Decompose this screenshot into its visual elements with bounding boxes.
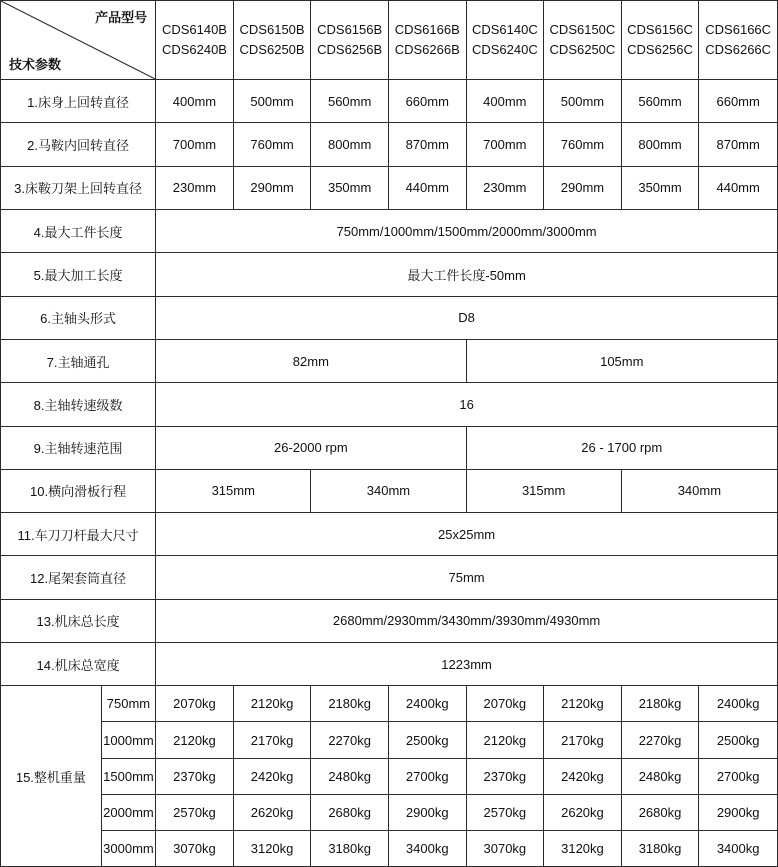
- weight-row: [1, 686, 778, 722]
- header-model-column-2: [233, 1, 311, 80]
- header-model-column-4: [388, 1, 466, 80]
- weight-value-cell: 2370kg: [156, 758, 234, 794]
- weight-value-cell: 2700kg: [388, 758, 466, 794]
- weight-value-cell: 2120kg: [466, 722, 544, 758]
- header-model-column-6: [544, 1, 622, 80]
- weight-row: [1, 794, 778, 830]
- row-label: 12.尾架套筒直径: [1, 556, 156, 599]
- model-code-primary: CDS6150B: [239, 21, 305, 37]
- row-label: 11.车刀刀杆最大尺寸: [1, 513, 156, 556]
- merged-value-cell: 340mm: [621, 469, 777, 512]
- model-code-primary: CDS6140C: [471, 21, 538, 37]
- value-cell: 800mm: [311, 123, 389, 166]
- model-code-secondary: CDS6256B: [317, 42, 383, 57]
- weight-value-cell: 2270kg: [311, 722, 389, 758]
- value-cell: 800mm: [621, 123, 699, 166]
- weight-value-cell: 2420kg: [544, 758, 622, 794]
- value-cell: 290mm: [544, 166, 622, 209]
- weight-value-cell: 2070kg: [466, 686, 544, 722]
- merged-value-cell: 315mm: [156, 469, 311, 512]
- row-label: 1.床身上回转直径: [1, 80, 156, 123]
- model-code-primary: CDS6140B: [161, 21, 227, 37]
- value-cell: 560mm: [621, 80, 699, 123]
- weight-value-cell: 2400kg: [699, 686, 778, 722]
- value-cell: 350mm: [621, 166, 699, 209]
- table-row: [1, 80, 778, 123]
- weight-value-cell: 2120kg: [156, 722, 234, 758]
- merged-value-cell: 340mm: [311, 469, 466, 512]
- merged-value-cell: 2680mm/2930mm/3430mm/3930mm/4930mm: [156, 599, 778, 642]
- row-label: 4.最大工件长度: [1, 209, 156, 252]
- weight-value-cell: 2180kg: [621, 686, 699, 722]
- model-code-secondary: CDS6240C: [471, 42, 538, 57]
- merged-value-cell: 105mm: [466, 339, 777, 382]
- header-model-column-3: [311, 1, 389, 80]
- header-corner-cell: [1, 1, 156, 80]
- model-code-primary: CDS6156B: [317, 21, 383, 37]
- row-label: 3.床鞍刀架上回转直径: [1, 166, 156, 209]
- merged-value-cell: 26-2000 rpm: [156, 426, 466, 469]
- value-cell: 760mm: [544, 123, 622, 166]
- value-cell: 400mm: [466, 80, 544, 123]
- weight-value-cell: 2570kg: [156, 794, 234, 830]
- merged-value-cell: 75mm: [156, 556, 778, 599]
- value-cell: 870mm: [388, 123, 466, 166]
- weight-value-cell: 3070kg: [156, 830, 234, 866]
- weight-value-cell: 2500kg: [388, 722, 466, 758]
- merged-value-cell: 315mm: [466, 469, 621, 512]
- table-row: [1, 643, 778, 686]
- weight-value-cell: 3070kg: [466, 830, 544, 866]
- value-cell: 870mm: [699, 123, 778, 166]
- weight-value-cell: 2170kg: [233, 722, 311, 758]
- value-cell: 440mm: [388, 166, 466, 209]
- merged-value-cell: 26 - 1700 rpm: [466, 426, 777, 469]
- weight-value-cell: 2480kg: [621, 758, 699, 794]
- weight-row: [1, 758, 778, 794]
- table-row: [1, 599, 778, 642]
- weight-row: [1, 722, 778, 758]
- table-row: [1, 166, 778, 209]
- value-cell: 700mm: [466, 123, 544, 166]
- weight-value-cell: 2900kg: [699, 794, 778, 830]
- model-code-secondary: CDS6266B: [394, 42, 460, 57]
- weight-value-cell: 2620kg: [544, 794, 622, 830]
- weight-value-cell: 2680kg: [621, 794, 699, 830]
- weight-value-cell: 3400kg: [388, 830, 466, 866]
- row-label: 9.主轴转速范围: [1, 426, 156, 469]
- weight-value-cell: 2370kg: [466, 758, 544, 794]
- weight-value-cell: 3180kg: [621, 830, 699, 866]
- model-code-secondary: CDS6240B: [161, 42, 227, 57]
- weight-value-cell: 2500kg: [699, 722, 778, 758]
- row-label: 2.马鞍内回转直径: [1, 123, 156, 166]
- weight-value-cell: 3120kg: [233, 830, 311, 866]
- table-row: [1, 469, 778, 512]
- model-code-secondary: CDS6250B: [239, 42, 305, 57]
- value-cell: 440mm: [699, 166, 778, 209]
- value-cell: 500mm: [544, 80, 622, 123]
- header-model-column-5: [466, 1, 544, 80]
- value-cell: 700mm: [156, 123, 234, 166]
- merged-value-cell: 1223mm: [156, 643, 778, 686]
- header-model-column-1: [156, 1, 234, 80]
- weight-value-cell: 2070kg: [156, 686, 234, 722]
- weight-value-cell: 2270kg: [621, 722, 699, 758]
- weight-section-label: 15.整机重量: [1, 686, 102, 867]
- merged-value-cell: 最大工件长度-50mm: [156, 253, 778, 296]
- value-cell: 660mm: [699, 80, 778, 123]
- model-code-secondary: CDS6250C: [549, 42, 616, 57]
- value-cell: 230mm: [466, 166, 544, 209]
- model-code-primary: CDS6156C: [627, 21, 693, 37]
- merged-value-cell: 82mm: [156, 339, 466, 382]
- table-row: [1, 383, 778, 426]
- value-cell: 500mm: [233, 80, 311, 123]
- table-row: [1, 339, 778, 382]
- table-row: [1, 253, 778, 296]
- table-row: [1, 209, 778, 252]
- weight-value-cell: 2570kg: [466, 794, 544, 830]
- weight-value-cell: 3400kg: [699, 830, 778, 866]
- row-label: 7.主轴通孔: [1, 339, 156, 382]
- weight-value-cell: 2180kg: [311, 686, 389, 722]
- row-label: 13.机床总长度: [1, 599, 156, 642]
- weight-value-cell: 2680kg: [311, 794, 389, 830]
- weight-value-cell: 2900kg: [388, 794, 466, 830]
- weight-length-label: 750mm: [101, 686, 155, 722]
- weight-value-cell: 3120kg: [544, 830, 622, 866]
- model-code-secondary: CDS6256C: [627, 42, 693, 57]
- weight-value-cell: 2120kg: [544, 686, 622, 722]
- value-cell: 350mm: [311, 166, 389, 209]
- merged-value-cell: 750mm/1000mm/1500mm/2000mm/3000mm: [156, 209, 778, 252]
- weight-value-cell: 2170kg: [544, 722, 622, 758]
- model-code-secondary: CDS6266C: [705, 42, 772, 57]
- value-cell: 660mm: [388, 80, 466, 123]
- value-cell: 760mm: [233, 123, 311, 166]
- weight-value-cell: 2420kg: [233, 758, 311, 794]
- value-cell: 400mm: [156, 80, 234, 123]
- header-model-column-7: [621, 1, 699, 80]
- row-label: 14.机床总宽度: [1, 643, 156, 686]
- weight-row: [1, 830, 778, 866]
- weight-value-cell: 2700kg: [699, 758, 778, 794]
- table-row: [1, 296, 778, 339]
- header-param-label: 技术参数: [9, 57, 62, 72]
- weight-value-cell: 2480kg: [311, 758, 389, 794]
- weight-value-cell: 2400kg: [388, 686, 466, 722]
- weight-length-label: 3000mm: [101, 830, 155, 866]
- weight-length-label: 1000mm: [101, 722, 155, 758]
- weight-value-cell: 2620kg: [233, 794, 311, 830]
- value-cell: 290mm: [233, 166, 311, 209]
- model-code-primary: CDS6150C: [549, 21, 616, 37]
- table-row: [1, 556, 778, 599]
- value-cell: 230mm: [156, 166, 234, 209]
- value-cell: 560mm: [311, 80, 389, 123]
- merged-value-cell: 25x25mm: [156, 513, 778, 556]
- weight-length-label: 1500mm: [101, 758, 155, 794]
- merged-value-cell: D8: [156, 296, 778, 339]
- row-label: 6.主轴头形式: [1, 296, 156, 339]
- table-row: [1, 513, 778, 556]
- weight-value-cell: 2120kg: [233, 686, 311, 722]
- weight-value-cell: 3180kg: [311, 830, 389, 866]
- header-model-label: 产品型号: [95, 10, 148, 25]
- model-code-primary: CDS6166B: [394, 21, 460, 37]
- table-row: [1, 123, 778, 166]
- model-code-primary: CDS6166C: [705, 21, 772, 37]
- row-label: 8.主轴转速级数: [1, 383, 156, 426]
- table-header-row: [1, 1, 778, 80]
- header-model-column-8: [699, 1, 778, 80]
- row-label: 10.横向滑板行程: [1, 469, 156, 512]
- weight-length-label: 2000mm: [101, 794, 155, 830]
- table-row: [1, 426, 778, 469]
- merged-value-cell: 16: [156, 383, 778, 426]
- row-label: 5.最大加工长度: [1, 253, 156, 296]
